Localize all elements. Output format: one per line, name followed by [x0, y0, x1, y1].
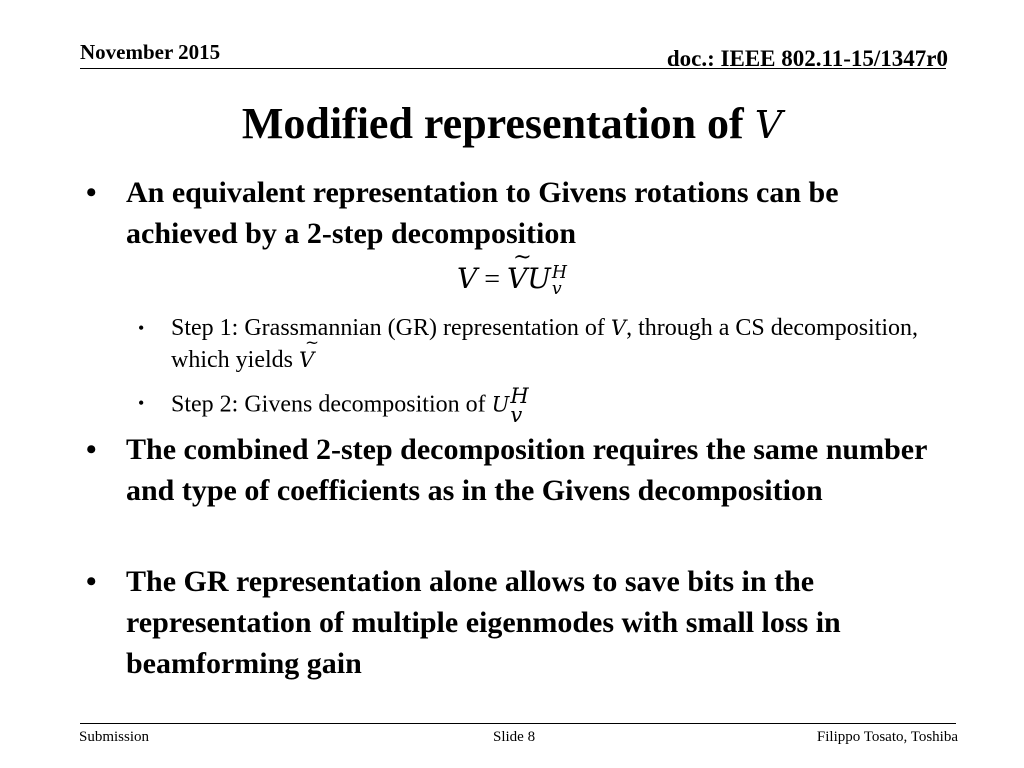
- eq-v-tilde: ~ V: [507, 262, 527, 295]
- equation: [0, 262, 1024, 297]
- bullet-marker: •: [86, 176, 97, 209]
- eq-u: U: [527, 262, 551, 295]
- bullet-3-text: The GR representation alone allows to save bits in the representation of multiple eigenmodes with small loss in beamforming gain: [126, 565, 841, 680]
- bullet-2-text: The combined 2-step decomposition requires the same number and type of coefficients as in the Givens decomposition: [126, 433, 927, 507]
- sub-bullet-1-after: , through a CS decomposition, which yields: [171, 315, 919, 373]
- sub-bullet-2-before: Step 2: Givens decomposition of: [171, 391, 486, 418]
- title-symbol: V: [754, 103, 783, 147]
- footer-divider: [80, 723, 956, 724]
- footer-slide-number: Slide 8: [493, 729, 536, 745]
- sub-bullet-2-sub: v: [510, 402, 523, 427]
- bullet-3: [86, 561, 936, 684]
- sub-bullet-1-symbol: V: [610, 316, 627, 340]
- sub-bullet-2-scripts: [510, 384, 529, 427]
- bullet-1: [86, 172, 936, 254]
- sub-bullet-1-symbol-end: ~ V: [299, 344, 314, 376]
- sub-bullet-1-text: [171, 312, 938, 376]
- footer-submission: Submission: [79, 729, 150, 745]
- sub-bullet-marker: •: [138, 318, 145, 338]
- eq-lhs: V: [456, 262, 478, 295]
- footer-author: Filippo Tosato, Toshiba: [816, 729, 958, 745]
- sub-bullet-marker: •: [138, 393, 145, 413]
- eq-equals: =: [484, 264, 501, 295]
- bullet-marker: •: [86, 565, 97, 598]
- bullet-1-text: An equivalent representation to Givens rotations can be achieved by a 2-step decomposition: [126, 176, 839, 250]
- sub-bullet-2-sup: H: [510, 384, 529, 408]
- bullet-2: [86, 429, 936, 511]
- header-doc-id: doc.: IEEE 802.11-15/1347r0: [666, 46, 948, 71]
- header-divider: [80, 68, 946, 69]
- eq-u-scripts: [551, 262, 567, 299]
- header-date: November 2015: [80, 40, 221, 64]
- eq-u-sup: H: [551, 262, 567, 283]
- sub-bullet-1-before: Step 1: Grassmannian (GR) representation of: [171, 315, 605, 341]
- bullet-marker: •: [86, 433, 97, 466]
- sub-bullet-1: [138, 312, 938, 376]
- sub-bullet-2-symbol: U: [491, 392, 510, 417]
- sub-bullet-2-text: [171, 384, 938, 427]
- eq-u-sub: v: [551, 278, 562, 299]
- title-text: Modified representation of: [241, 99, 744, 148]
- sub-bullet-2: [138, 384, 938, 427]
- slide-title: [0, 98, 1024, 151]
